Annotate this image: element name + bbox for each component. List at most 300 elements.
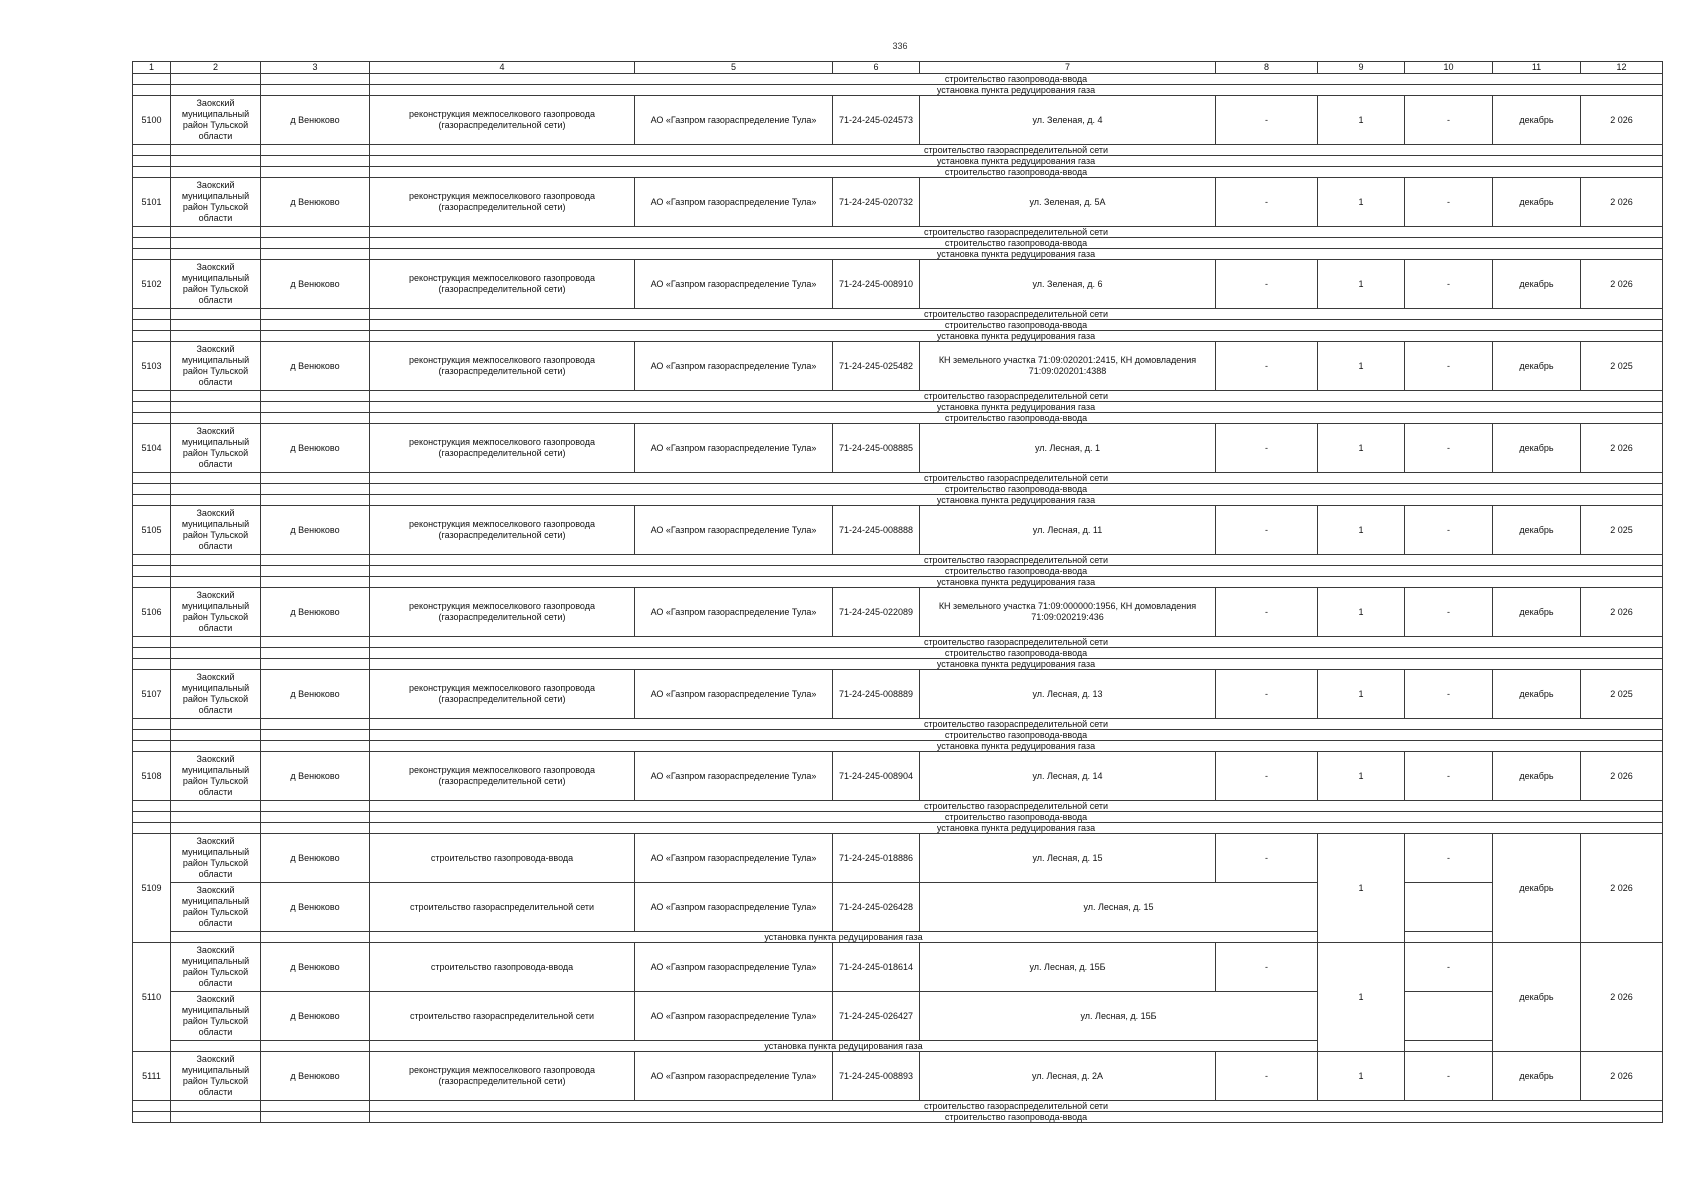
empty-cell: [1405, 1041, 1493, 1052]
sub-work-label: строительство газопровода-ввода: [370, 1112, 1663, 1123]
sub-work-label: строительство газораспределительной сети: [370, 719, 1663, 730]
district-cell: Заокский муниципальный район Тульской области: [171, 1052, 261, 1101]
record-row: [133, 260, 1663, 309]
col9-cell: 1: [1318, 178, 1405, 227]
sub-work-label: строительство газораспределительной сети: [370, 227, 1663, 238]
sub-work-label: строительство газопровода-ввода: [370, 413, 1663, 424]
twin-footer-row: [133, 932, 1663, 943]
sub-work-label: строительство газопровода-ввода: [370, 730, 1663, 741]
col9-cell: 1: [1318, 1052, 1405, 1101]
district-cell: Заокский муниципальный район Тульской области: [171, 834, 261, 883]
empty-cell: [171, 249, 261, 260]
sub-work-label: строительство газопровода-ввода: [370, 648, 1663, 659]
col10-cell: -: [1405, 588, 1493, 637]
object-code-cell: 71-24-245-025482: [833, 342, 920, 391]
object-code-cell: 71-24-245-022089: [833, 588, 920, 637]
year-cell: 2 026: [1581, 260, 1663, 309]
sub-work-row: [133, 238, 1663, 249]
object-code-cell: 71-24-245-018614: [833, 943, 920, 992]
district-cell: Заокский муниципальный район Тульской области: [171, 752, 261, 801]
year-cell: 2 025: [1581, 506, 1663, 555]
column-number: 1: [133, 62, 171, 74]
sub-work-label: строительство газораспределительной сети: [370, 1101, 1663, 1112]
work-type-cell: реконструкция межпоселкового газопровода (газораспределительной сети): [370, 260, 635, 309]
twin-record-row-a: [133, 834, 1663, 883]
sub-work-row: [133, 402, 1663, 413]
record-row: [133, 752, 1663, 801]
district-cell: Заокский муниципальный район Тульской области: [171, 424, 261, 473]
col10-cell: -: [1405, 670, 1493, 719]
settlement-cell: д Венюково: [261, 588, 370, 637]
object-code-cell: 71-24-245-020732: [833, 178, 920, 227]
record-number: 5104: [133, 424, 171, 473]
record-row: [133, 342, 1663, 391]
sub-work-row: [133, 730, 1663, 741]
empty-cell: [261, 238, 370, 249]
empty-cell: [133, 391, 171, 402]
address-cell: КН земельного участка 71:09:000000:1956, КН домовладения 71:09:020219:436: [920, 588, 1216, 637]
col10-cell: -: [1405, 96, 1493, 145]
empty-cell: [171, 801, 261, 812]
work-type-cell: реконструкция межпоселкового газопровода (газораспределительной сети): [370, 1052, 635, 1101]
empty-cell: [261, 249, 370, 260]
col10-cell: -: [1405, 424, 1493, 473]
address-cell: ул. Зеленая, д. 6: [920, 260, 1216, 309]
empty-cell: [261, 648, 370, 659]
col10-cell: -: [1405, 943, 1493, 992]
empty-cell: [171, 413, 261, 424]
sub-work-label: установка пункта редуцирования газа: [370, 932, 1318, 943]
twin-footer-row: [133, 1041, 1663, 1052]
sub-work-row: [133, 1112, 1663, 1123]
month-cell: декабрь: [1493, 424, 1581, 473]
empty-cell: [133, 331, 171, 342]
empty-cell: [261, 823, 370, 834]
district-cell: Заокский муниципальный район Тульской области: [171, 506, 261, 555]
object-code-cell: 71-24-245-008885: [833, 424, 920, 473]
empty-cell: [261, 331, 370, 342]
empty-cell: [171, 659, 261, 670]
empty-cell: [171, 719, 261, 730]
col9-cell: 1: [1318, 342, 1405, 391]
empty-cell: [171, 391, 261, 402]
twin-record-row-b: [133, 992, 1663, 1041]
record-number: 5100: [133, 96, 171, 145]
empty-cell: [133, 249, 171, 260]
empty-cell: [261, 812, 370, 823]
sub-work-label: установка пункта редуцирования газа: [370, 156, 1663, 167]
column-number: 4: [370, 62, 635, 74]
empty-cell: [171, 566, 261, 577]
column-number: 5: [635, 62, 833, 74]
sub-work-row: [133, 484, 1663, 495]
year-cell: 2 026: [1581, 178, 1663, 227]
sub-work-row: [133, 85, 1663, 96]
sub-work-row: [133, 320, 1663, 331]
empty-cell: [133, 85, 171, 96]
address-cell: КН земельного участка 71:09:020201:2415, КН домовладения 71:09:020201:4388: [920, 342, 1216, 391]
work-type-cell: строительство газораспределительной сети: [370, 992, 635, 1041]
work-type-cell: реконструкция межпоселкового газопровода (газораспределительной сети): [370, 588, 635, 637]
empty-cell: [171, 823, 261, 834]
address-cell: ул. Зеленая, д. 5А: [920, 178, 1216, 227]
empty-cell: [171, 320, 261, 331]
empty-cell: [171, 167, 261, 178]
sub-work-label: строительство газораспределительной сети: [370, 145, 1663, 156]
empty-cell: [133, 801, 171, 812]
empty-cell: [133, 555, 171, 566]
empty-cell: [133, 1101, 171, 1112]
empty-cell: [171, 495, 261, 506]
sub-work-row: [133, 823, 1663, 834]
col10-cell: -: [1405, 342, 1493, 391]
work-type-cell: реконструкция межпоселкового газопровода (газораспределительной сети): [370, 506, 635, 555]
record-row: [133, 670, 1663, 719]
sub-work-row: [133, 719, 1663, 730]
empty-cell: [133, 473, 171, 484]
empty-cell: [171, 555, 261, 566]
sub-work-row: [133, 637, 1663, 648]
record-number: 5108: [133, 752, 171, 801]
col9-cell: 1: [1318, 943, 1405, 1052]
sub-work-label: строительство газораспределительной сети: [370, 391, 1663, 402]
empty-cell: [133, 145, 171, 156]
empty-cell: [133, 730, 171, 741]
column-number: 10: [1405, 62, 1493, 74]
empty-cell: [171, 1101, 261, 1112]
sub-work-row: [133, 145, 1663, 156]
empty-cell: [133, 823, 171, 834]
empty-cell: [133, 238, 171, 249]
organization-cell: АО «Газпром газораспределение Тула»: [635, 178, 833, 227]
sub-work-row: [133, 566, 1663, 577]
record-number: 5111: [133, 1052, 171, 1101]
district-cell: Заокский муниципальный район Тульской области: [171, 342, 261, 391]
empty-cell: [171, 741, 261, 752]
object-code-cell: 71-24-245-026428: [833, 883, 920, 932]
year-cell: 2 025: [1581, 670, 1663, 719]
sub-work-row: [133, 555, 1663, 566]
organization-cell: АО «Газпром газораспределение Тула»: [635, 588, 833, 637]
settlement-cell: д Венюково: [261, 883, 370, 932]
month-cell: декабрь: [1493, 834, 1581, 943]
column-number: 7: [920, 62, 1216, 74]
district-cell: Заокский муниципальный район Тульской области: [171, 670, 261, 719]
record-number: 5101: [133, 178, 171, 227]
address-cell: ул. Лесная, д. 14: [920, 752, 1216, 801]
sub-work-row: [133, 473, 1663, 484]
column-number: 2: [171, 62, 261, 74]
col9-cell: 1: [1318, 752, 1405, 801]
sub-work-label: установка пункта редуцирования газа: [370, 659, 1663, 670]
sub-work-row: [133, 249, 1663, 260]
col9-cell: 1: [1318, 670, 1405, 719]
sub-work-row: [133, 227, 1663, 238]
col8-cell: -: [1216, 506, 1318, 555]
empty-cell: [261, 566, 370, 577]
month-cell: декабрь: [1493, 943, 1581, 1052]
month-cell: декабрь: [1493, 588, 1581, 637]
sub-work-label: строительство газопровода-ввода: [370, 812, 1663, 823]
sub-work-label: строительство газопровода-ввода: [370, 320, 1663, 331]
record-row: [133, 178, 1663, 227]
record-number: 5106: [133, 588, 171, 637]
empty-cell: [1405, 932, 1493, 943]
col8-cell: -: [1216, 424, 1318, 473]
organization-cell: АО «Газпром газораспределение Тула»: [635, 670, 833, 719]
col8-cell: -: [1216, 752, 1318, 801]
month-cell: декабрь: [1493, 506, 1581, 555]
empty-cell: [171, 238, 261, 249]
work-type-cell: реконструкция межпоселкового газопровода (газораспределительной сети): [370, 670, 635, 719]
empty-cell: [171, 402, 261, 413]
address-cell: ул. Лесная, д. 13: [920, 670, 1216, 719]
empty-cell: [133, 156, 171, 167]
col8-cell: -: [1216, 96, 1318, 145]
sub-work-row: [133, 741, 1663, 752]
empty-cell: [133, 413, 171, 424]
sub-work-label: установка пункта редуцирования газа: [370, 741, 1663, 752]
col8-cell: -: [1216, 178, 1318, 227]
empty-cell: [133, 566, 171, 577]
col8-cell: -: [1216, 260, 1318, 309]
empty-cell: [261, 495, 370, 506]
settlement-cell: д Венюково: [261, 752, 370, 801]
organization-cell: АО «Газпром газораспределение Тула»: [635, 883, 833, 932]
empty-cell: [133, 648, 171, 659]
year-cell: 2 026: [1581, 1052, 1663, 1101]
empty-cell: [133, 719, 171, 730]
district-cell: Заокский муниципальный район Тульской области: [171, 260, 261, 309]
work-type-cell: реконструкция межпоселкового газопровода (газораспределительной сети): [370, 424, 635, 473]
sub-work-row: [133, 391, 1663, 402]
object-code-cell: 71-24-245-018886: [833, 834, 920, 883]
empty-cell: [171, 1112, 261, 1123]
empty-cell: [261, 156, 370, 167]
column-number: 11: [1493, 62, 1581, 74]
district-cell: Заокский муниципальный район Тульской области: [171, 883, 261, 932]
object-code-cell: 71-24-245-026427: [833, 992, 920, 1041]
empty-cell: [171, 156, 261, 167]
work-type-cell: строительство газопровода-ввода: [370, 943, 635, 992]
column-number: 8: [1216, 62, 1318, 74]
empty-cell: [261, 730, 370, 741]
empty-cell: [171, 637, 261, 648]
column-number: 6: [833, 62, 920, 74]
col8-cell: -: [1216, 670, 1318, 719]
organization-cell: АО «Газпром газораспределение Тула»: [635, 260, 833, 309]
organization-cell: АО «Газпром газораспределение Тула»: [635, 752, 833, 801]
address-cell: ул. Лесная, д. 15Б: [920, 943, 1216, 992]
address-cell: ул. Лесная, д. 2А: [920, 1052, 1216, 1101]
empty-cell: [261, 637, 370, 648]
work-type-cell: строительство газораспределительной сети: [370, 883, 635, 932]
address-cell: ул. Зеленая, д. 4: [920, 96, 1216, 145]
record-row: [133, 424, 1663, 473]
empty-cell: [171, 812, 261, 823]
empty-cell: [261, 473, 370, 484]
sub-work-label: строительство газораспределительной сети: [370, 637, 1663, 648]
sub-work-row: [133, 659, 1663, 670]
sub-work-row: [133, 801, 1663, 812]
column-number: 9: [1318, 62, 1405, 74]
address-cell: ул. Лесная, д. 1: [920, 424, 1216, 473]
col9-cell: 1: [1318, 834, 1405, 943]
empty-cell: [171, 484, 261, 495]
empty-cell: [133, 320, 171, 331]
settlement-cell: д Венюково: [261, 178, 370, 227]
col8-cell: -: [1216, 342, 1318, 391]
col8-cell: -: [1216, 834, 1318, 883]
empty-cell: [261, 1101, 370, 1112]
col9-cell: 1: [1318, 588, 1405, 637]
empty-cell: [261, 719, 370, 730]
sub-work-row: [133, 1101, 1663, 1112]
col8-cell: -: [1216, 588, 1318, 637]
district-cell: Заокский муниципальный район Тульской области: [171, 96, 261, 145]
district-cell: Заокский муниципальный район Тульской области: [171, 588, 261, 637]
empty-cell: [171, 932, 261, 943]
twin-record-row-b: [133, 883, 1663, 932]
year-cell: 2 025: [1581, 342, 1663, 391]
sub-work-label: установка пункта редуцирования газа: [370, 85, 1663, 96]
empty-cell: [133, 637, 171, 648]
col10-cell: -: [1405, 752, 1493, 801]
district-cell: Заокский муниципальный район Тульской области: [171, 943, 261, 992]
settlement-cell: д Венюково: [261, 260, 370, 309]
organization-cell: АО «Газпром газораспределение Тула»: [635, 943, 833, 992]
sub-work-row: [133, 577, 1663, 588]
sub-work-row: [133, 167, 1663, 178]
empty-cell: [171, 74, 261, 85]
organization-cell: АО «Газпром газораспределение Тула»: [635, 506, 833, 555]
object-code-cell: 71-24-245-008893: [833, 1052, 920, 1101]
month-cell: декабрь: [1493, 260, 1581, 309]
empty-cell: [261, 145, 370, 156]
empty-cell: [133, 495, 171, 506]
sub-work-row: [133, 156, 1663, 167]
empty-cell: [261, 932, 370, 943]
sub-work-row: [133, 309, 1663, 320]
sub-work-label: строительство газопровода-ввода: [370, 238, 1663, 249]
empty-cell: [133, 402, 171, 413]
district-cell: Заокский муниципальный район Тульской области: [171, 178, 261, 227]
organization-cell: АО «Газпром газораспределение Тула»: [635, 834, 833, 883]
sub-work-label: установка пункта редуцирования газа: [370, 331, 1663, 342]
settlement-cell: д Венюково: [261, 834, 370, 883]
settlement-cell: д Венюково: [261, 96, 370, 145]
twin-record-row-a: [133, 943, 1663, 992]
record-row: [133, 1052, 1663, 1101]
settlement-cell: д Венюково: [261, 424, 370, 473]
empty-cell: [261, 309, 370, 320]
record-number: 5110: [133, 943, 171, 1052]
sub-work-row: [133, 495, 1663, 506]
col10-cell: [1405, 883, 1493, 932]
empty-cell: [133, 167, 171, 178]
empty-cell: [133, 577, 171, 588]
work-type-cell: реконструкция межпоселкового газопровода (газораспределительной сети): [370, 178, 635, 227]
empty-cell: [133, 227, 171, 238]
empty-cell: [133, 1112, 171, 1123]
record-number: 5107: [133, 670, 171, 719]
month-cell: декабрь: [1493, 1052, 1581, 1101]
sub-work-label: установка пункта редуцирования газа: [370, 402, 1663, 413]
sub-work-label: установка пункта редуцирования газа: [370, 495, 1663, 506]
empty-cell: [171, 577, 261, 588]
register-table: [132, 61, 1663, 1123]
sub-work-row: [133, 413, 1663, 424]
empty-cell: [133, 309, 171, 320]
object-code-cell: 71-24-245-008889: [833, 670, 920, 719]
sub-work-label: строительство газораспределительной сети: [370, 555, 1663, 566]
empty-cell: [261, 74, 370, 85]
month-cell: декабрь: [1493, 96, 1581, 145]
sub-work-row: [133, 812, 1663, 823]
column-number: 3: [261, 62, 370, 74]
sub-work-label: строительство газопровода-ввода: [370, 74, 1663, 85]
sub-work-label: строительство газопровода-ввода: [370, 484, 1663, 495]
empty-cell: [261, 391, 370, 402]
empty-cell: [171, 145, 261, 156]
object-code-cell: 71-24-245-008910: [833, 260, 920, 309]
empty-cell: [171, 648, 261, 659]
empty-cell: [171, 85, 261, 96]
record-number: 5105: [133, 506, 171, 555]
settlement-cell: д Венюково: [261, 1052, 370, 1101]
empty-cell: [171, 227, 261, 238]
month-cell: декабрь: [1493, 178, 1581, 227]
work-type-cell: реконструкция межпоселкового газопровода (газораспределительной сети): [370, 752, 635, 801]
empty-cell: [261, 484, 370, 495]
col10-cell: -: [1405, 260, 1493, 309]
col10-cell: -: [1405, 178, 1493, 227]
empty-cell: [171, 1041, 261, 1052]
empty-cell: [261, 85, 370, 96]
object-code-cell: 71-24-245-008904: [833, 752, 920, 801]
record-row: [133, 588, 1663, 637]
col9-cell: 1: [1318, 260, 1405, 309]
column-number: 12: [1581, 62, 1663, 74]
month-cell: декабрь: [1493, 342, 1581, 391]
empty-cell: [171, 331, 261, 342]
record-number: 5109: [133, 834, 171, 943]
empty-cell: [133, 74, 171, 85]
register-body: [133, 62, 1663, 1123]
organization-cell: АО «Газпром газораспределение Тула»: [635, 992, 833, 1041]
column-number-row: [133, 62, 1663, 74]
settlement-cell: д Венюково: [261, 943, 370, 992]
empty-cell: [261, 167, 370, 178]
settlement-cell: д Венюково: [261, 342, 370, 391]
month-cell: декабрь: [1493, 670, 1581, 719]
empty-cell: [171, 309, 261, 320]
empty-cell: [171, 473, 261, 484]
col9-cell: 1: [1318, 424, 1405, 473]
empty-cell: [261, 320, 370, 331]
year-cell: 2 026: [1581, 943, 1663, 1052]
year-cell: 2 026: [1581, 424, 1663, 473]
sub-work-label: строительство газопровода-ввода: [370, 167, 1663, 178]
address-cell: ул. Лесная, д. 15: [920, 834, 1216, 883]
empty-cell: [261, 402, 370, 413]
sub-work-label: установка пункта редуцирования газа: [370, 249, 1663, 260]
address-cell: ул. Лесная, д. 11: [920, 506, 1216, 555]
district-cell: Заокский муниципальный район Тульской области: [171, 992, 261, 1041]
empty-cell: [261, 741, 370, 752]
sub-work-label: установка пункта редуцирования газа: [370, 577, 1663, 588]
year-cell: 2 026: [1581, 834, 1663, 943]
